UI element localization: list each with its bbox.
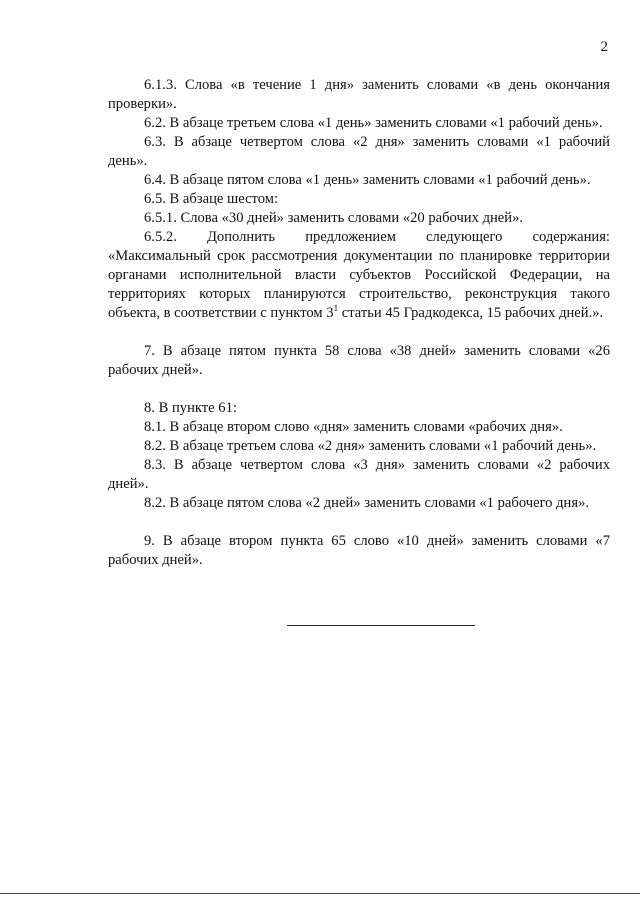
paragraph-8-3: 8.3. В абзаце четвертом слова «3 дня» заменить словами «2 рабочих дней». <box>108 457 610 492</box>
section-gap <box>108 380 610 399</box>
section-gap <box>108 323 610 342</box>
paragraph-6-5-2-tail: статьи 45 Градкодекса, 15 рабочих дней.». <box>338 305 604 321</box>
paragraph-6-3: 6.3. В абзаце четвертом слова «2 дня» заменить словами «1 рабочий день». <box>108 134 610 169</box>
paragraph-9: 9. В абзаце втором пункта 65 слово «10 дней» заменить словами «7 рабочих дней». <box>108 533 610 568</box>
paragraph-6-1-3: 6.1.3. Слова «в течение 1 дня» заменить словами «в день окончания проверки». <box>108 77 610 112</box>
page-number: 2 <box>600 39 608 55</box>
paragraph-6-2: 6.2. В абзаце третьем слова «1 день» заменить словами «1 рабочий день». <box>144 115 603 131</box>
paragraph-6-5-2-text: 6.5.2. Дополнить предложением следующего содержания: «Максимальный срок рассмотрения документации по планировке территории органами исполнительной власти субъектов Российской Федерации, на территориях которых планируются строительство, реконструкция такого объекта, в соответствии с пунктом 3 <box>108 229 610 321</box>
paragraph-6-5-1: 6.5.1. Слова «30 дней» заменить словами «20 рабочих дней». <box>144 210 524 226</box>
paragraph-8: 8. В пункте 61: <box>144 400 237 416</box>
paragraph-7: 7. В абзаце пятом пункта 58 слова «38 дней» заменить словами «26 рабочих дней». <box>108 343 610 378</box>
paragraph-6-5-2 <box>108 228 610 323</box>
paragraph-8-2: 8.2. В абзаце третьем слова «2 дня» заменить словами «1 рабочий день». <box>144 438 597 454</box>
paragraph-6-5-2-superscript: 1 <box>333 303 339 313</box>
section-gap <box>108 513 610 532</box>
paragraph-6-5: 6.5. В абзаце шестом: <box>144 191 279 207</box>
document-body <box>108 76 610 570</box>
paragraph-8-2-second: 8.2. В абзаце пятом слова «2 дней» заменить словами «1 рабочего дня». <box>144 495 590 511</box>
end-of-text-rule <box>287 625 475 626</box>
paragraph-6-4: 6.4. В абзаце пятом слова «1 день» заменить словами «1 рабочий день». <box>144 172 591 188</box>
paragraph-8-1: 8.1. В абзаце втором слово «дня» заменить словами «рабочих дня». <box>144 419 563 435</box>
page-bottom-rule <box>0 893 640 894</box>
